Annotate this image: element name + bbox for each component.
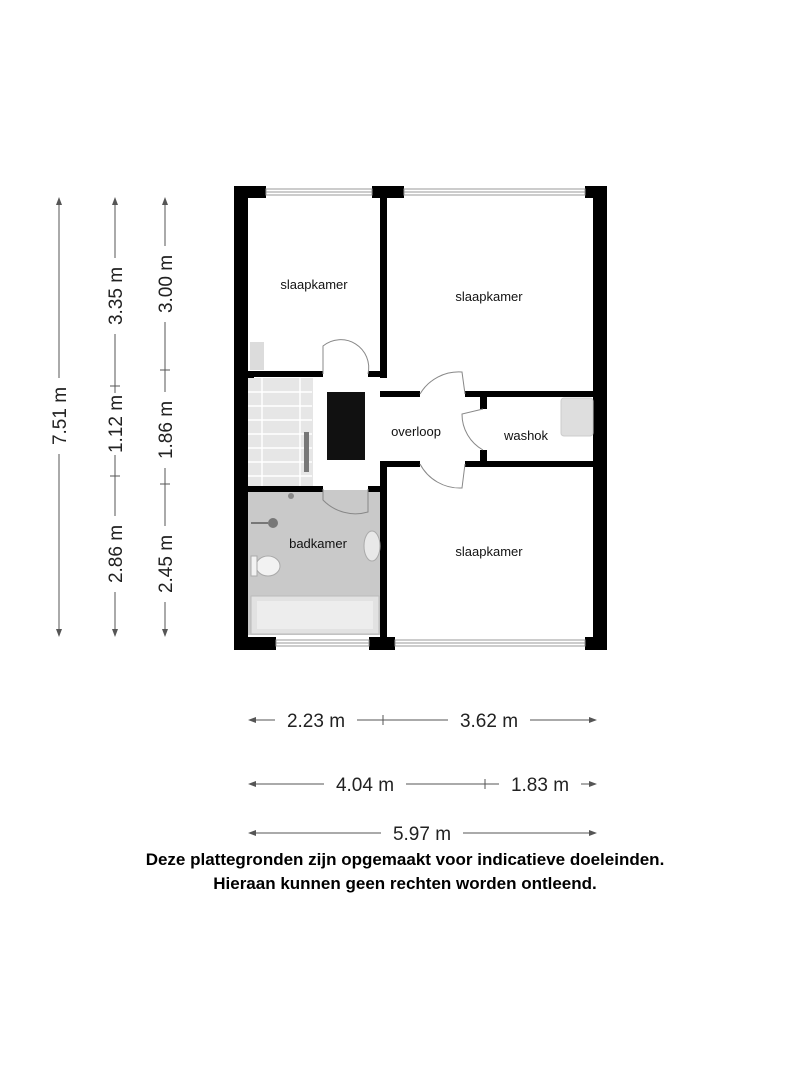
wall-slaapkamer2-bottom-a <box>380 391 420 397</box>
wall-badkamer-top-b <box>368 486 387 492</box>
dim-col3-mid: 1.86 m <box>156 400 177 460</box>
outer-wall-top-left <box>234 186 266 198</box>
wall-slaapkamer2-bottom-b <box>465 391 607 397</box>
dim-row2-right: 1.83 m <box>510 775 570 796</box>
outer-wall-top-mid <box>372 186 404 198</box>
label-slaapkamer-bottom-right: slaapkamer <box>455 544 523 559</box>
dim-row2-left: 4.04 m <box>335 775 395 796</box>
dim-col2-top: 3.35 m <box>106 266 127 326</box>
bathtub-inner <box>257 601 373 629</box>
stair-railing <box>304 432 309 472</box>
shower-drain <box>268 518 278 528</box>
dim-total-vertical: 7.51 m <box>50 386 71 446</box>
sink <box>364 531 380 561</box>
dim-col3-top: 3.00 m <box>156 254 177 314</box>
label-slaapkamer-top-right: slaapkamer <box>455 289 523 304</box>
disclaimer-line-2: Hieraan kunnen geen rechten worden ontleend. <box>213 874 597 893</box>
label-overloop: overloop <box>391 424 441 439</box>
outer-wall-bottom-mid <box>369 637 395 650</box>
door-slaapkamer1 <box>323 340 369 374</box>
void-opening <box>327 392 365 460</box>
wall-slaapkamer-divider <box>380 186 387 378</box>
disclaimer-line-1: Deze plattegronden zijn opgemaakt voor indicatieve doeleinden. <box>145 850 665 869</box>
outer-wall-top-right <box>585 186 607 198</box>
dim-row1-right: 3.62 m <box>459 711 519 732</box>
wall-washok-left <box>480 397 487 409</box>
toilet <box>256 556 280 576</box>
cabinet-slaapkamer1 <box>250 342 264 370</box>
wall-stair-top <box>248 374 254 378</box>
label-badkamer: badkamer <box>289 536 347 551</box>
label-washok: washok <box>503 428 549 443</box>
washing-machine <box>561 398 593 436</box>
wall-slaapkamer1-bottom-a <box>248 371 323 377</box>
dim-total-horizontal: 5.97 m <box>392 824 452 845</box>
dim-col3-bottom: 2.45 m <box>156 534 177 594</box>
outer-wall-bottom-right <box>585 637 607 650</box>
outer-wall-right <box>593 186 607 650</box>
outer-wall-left <box>234 186 248 650</box>
dim-col2-mid: 1.12 m <box>106 394 127 454</box>
horizontal-dimension-labels <box>275 708 581 845</box>
door-slaapkamer3 <box>420 464 465 488</box>
door-washok <box>462 409 483 450</box>
wall-badkamer-top-a <box>248 486 323 492</box>
shower-head <box>288 493 294 499</box>
wall-washok-bottom-b <box>465 461 607 467</box>
outer-wall-bottom-left <box>234 637 276 650</box>
vertical-dimension-labels <box>48 246 177 602</box>
dim-row1-left: 2.23 m <box>286 711 346 732</box>
label-slaapkamer-top-left: slaapkamer <box>280 277 348 292</box>
dim-col2-bottom: 2.86 m <box>106 524 127 584</box>
wall-slaapkamer1-bottom-b <box>368 371 387 377</box>
toilet-tank <box>251 556 257 576</box>
stair-area <box>248 378 313 488</box>
door-slaapkamer2 <box>420 372 465 394</box>
